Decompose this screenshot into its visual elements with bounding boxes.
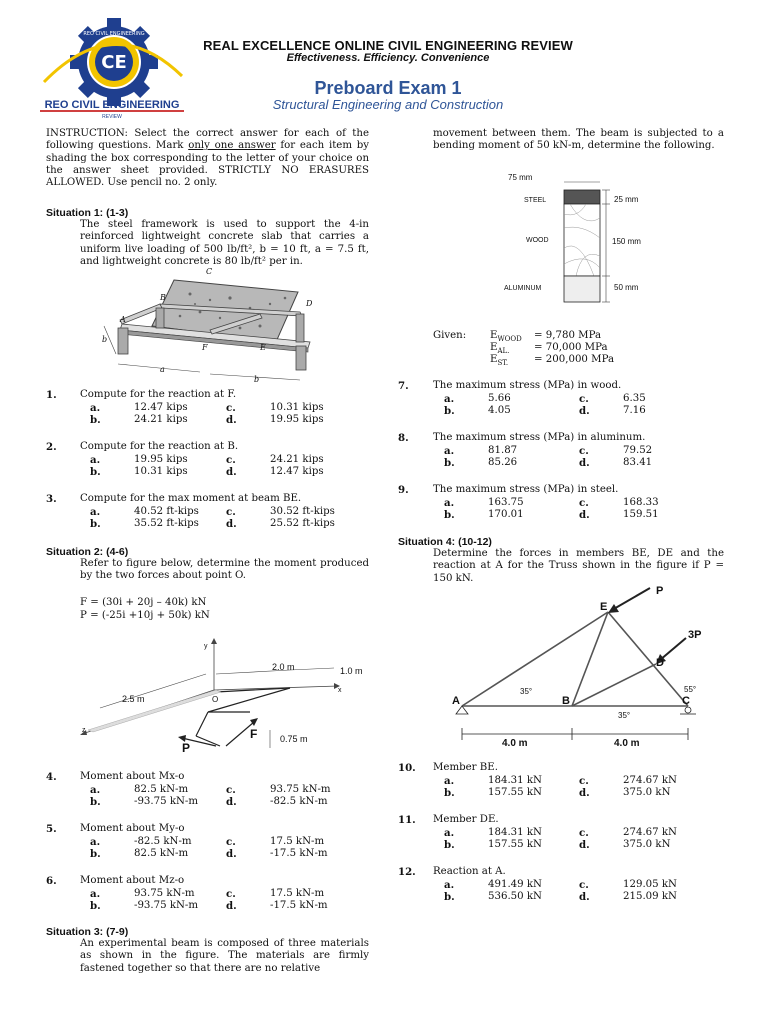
choice-a: 491.49 kN bbox=[488, 879, 542, 890]
choice-d: 159.51 bbox=[623, 509, 659, 520]
fig1-label-a: A bbox=[120, 315, 126, 324]
situation-1-heading: Situation 1: (1-3) bbox=[46, 207, 129, 219]
fig3-d3: 50 mm bbox=[614, 283, 639, 292]
situation-3-heading: Situation 3: (7-9) bbox=[46, 926, 129, 938]
question-text: Compute for the max moment at beam BE. bbox=[80, 493, 302, 504]
fig2-y: y bbox=[204, 643, 208, 650]
choice-b: 536.50 kN bbox=[488, 891, 542, 902]
choice-letter-c: c. bbox=[579, 879, 589, 891]
choice-a: 163.75 bbox=[488, 497, 524, 508]
choice-letter-b: b. bbox=[90, 848, 101, 860]
question-number: 11. bbox=[398, 814, 416, 826]
choice-letter-d: d. bbox=[579, 839, 590, 851]
situation-2-heading: Situation 2: (4-6) bbox=[46, 546, 129, 558]
choice-d: 7.16 bbox=[623, 405, 646, 416]
force-moment-figure bbox=[76, 636, 376, 754]
question-number: 12. bbox=[398, 866, 416, 878]
situation-3-text2: movement between them. The beam is subjected to a bending moment of 50 kN-m, determine the following. bbox=[433, 128, 724, 152]
fig4-e: E bbox=[600, 601, 608, 613]
modulus-material: AL. bbox=[497, 347, 510, 356]
choice-a: 184.31 kN bbox=[488, 827, 542, 838]
choice-letter-c: c. bbox=[579, 497, 589, 509]
modulus-symbol: E bbox=[490, 342, 498, 353]
choice-letter-b: b. bbox=[444, 787, 455, 799]
choice-c: 24.21 kips bbox=[270, 454, 324, 465]
choice-letter-c: c. bbox=[579, 393, 589, 405]
fig2-x: x bbox=[338, 687, 342, 694]
question-text: The maximum stress (MPa) in steel. bbox=[433, 484, 619, 495]
truss-figure bbox=[446, 582, 726, 752]
fig4-dim2: 4.0 m bbox=[614, 738, 640, 749]
choice-b: 85.26 bbox=[488, 457, 518, 468]
choice-letter-b: b. bbox=[444, 509, 455, 521]
fig4-b: B bbox=[562, 695, 570, 707]
choice-d: 215.09 kN bbox=[623, 891, 677, 902]
question-text: Compute for the reaction at F. bbox=[80, 389, 237, 400]
modulus-material: ST. bbox=[497, 359, 509, 368]
modulus-symbol: E bbox=[490, 330, 498, 341]
choice-letter-b: b. bbox=[90, 466, 101, 478]
question-text: Compute for the reaction at B. bbox=[80, 441, 239, 452]
page-title: Preboard Exam 1 bbox=[314, 78, 462, 98]
fig2-dim4: 0.75 m bbox=[280, 734, 308, 744]
choice-c: 79.52 bbox=[623, 445, 653, 456]
composite-beam-figure bbox=[490, 168, 670, 308]
choice-a: 40.52 ft-kips bbox=[134, 506, 199, 517]
choice-d: -17.5 kN-m bbox=[270, 848, 328, 859]
choice-c: 17.5 kN-m bbox=[270, 888, 325, 899]
fig2-z: z bbox=[82, 727, 86, 734]
fig4-dim1: 4.0 m bbox=[502, 738, 528, 749]
choice-letter-d: d. bbox=[579, 787, 590, 799]
question-number: 1. bbox=[46, 389, 57, 401]
choice-letter-b: b. bbox=[444, 405, 455, 417]
given-symbol bbox=[490, 354, 508, 369]
choice-a: 81.87 bbox=[488, 445, 518, 456]
fig2-f: F bbox=[250, 727, 258, 741]
question-text: Moment about My-o bbox=[80, 823, 185, 834]
instruction-suffix: for each item by shading the box corresponding to the letter of your choice on the answer sheet provided. STRICTLY NO ERASURES ALLOWED. Use pencil no. 2 only. bbox=[46, 140, 370, 189]
modulus-value: = 9,780 MPa bbox=[534, 330, 602, 341]
fig4-d: D bbox=[656, 657, 664, 669]
fig4-angle2: 55° bbox=[684, 685, 697, 694]
question-text: Member DE. bbox=[433, 814, 499, 825]
choice-letter-a: a. bbox=[444, 775, 455, 787]
choice-b: -93.75 kN-m bbox=[134, 796, 199, 807]
fig1-label-b: B bbox=[160, 293, 166, 302]
choice-letter-a: a. bbox=[90, 784, 101, 796]
fig1-label-e: E bbox=[260, 343, 266, 352]
question-text: Moment about Mx-o bbox=[80, 771, 185, 782]
choice-b: 157.55 kN bbox=[488, 787, 542, 798]
fig2-o: O bbox=[212, 695, 219, 704]
choice-letter-b: b. bbox=[444, 457, 455, 469]
choice-letter-c: c. bbox=[226, 506, 236, 518]
given-label: Given: bbox=[433, 330, 467, 341]
choice-letter-b: b. bbox=[90, 414, 101, 426]
choice-d: 375.0 kN bbox=[623, 787, 671, 798]
choice-letter-b: b. bbox=[444, 839, 455, 851]
choice-letter-d: d. bbox=[226, 796, 237, 808]
choice-c: 274.67 kN bbox=[623, 827, 677, 838]
choice-a: 184.31 kN bbox=[488, 775, 542, 786]
choice-b: 4.05 bbox=[488, 405, 511, 416]
fig1-label-a2: a bbox=[160, 365, 165, 374]
question-text: Reaction at A. bbox=[433, 866, 506, 877]
choice-letter-a: a. bbox=[444, 879, 455, 891]
fig3-d1: 25 mm bbox=[614, 195, 639, 204]
choice-c: 274.67 kN bbox=[623, 775, 677, 786]
choice-b: 157.55 kN bbox=[488, 839, 542, 850]
situation-1-text: The steel framework is used to support the 4-in reinforced lightweight concrete slab that carries a uniform live loading of 500 lb/ft², b = 10 ft, a = 7.5 ft, and lightweight concrete is 80 lb/ft² per in. bbox=[80, 219, 369, 267]
choice-letter-d: d. bbox=[579, 891, 590, 903]
choice-d: 19.95 kips bbox=[270, 414, 324, 425]
situation-3-text1: An experimental beam is composed of three materials as shown in the figure. The materials are firmly fastened together so that there are no relative bbox=[80, 938, 369, 974]
choice-letter-c: c. bbox=[226, 784, 236, 796]
choice-a: -82.5 kN-m bbox=[134, 836, 192, 847]
fig3-wood: WOOD bbox=[526, 237, 549, 244]
logo-ring-text: REO CIVIL ENGINEERING bbox=[83, 31, 145, 37]
choice-c: 129.05 kN bbox=[623, 879, 677, 890]
choice-b: 10.31 kips bbox=[134, 466, 188, 477]
choice-letter-d: d. bbox=[226, 466, 237, 478]
modulus-value: = 200,000 MPa bbox=[534, 354, 615, 365]
choice-letter-c: c. bbox=[226, 836, 236, 848]
logo-text: REO CIVIL ENGINEERING bbox=[44, 99, 180, 111]
choice-c: 30.52 ft-kips bbox=[270, 506, 335, 517]
instruction bbox=[46, 128, 369, 189]
question-number: 9. bbox=[398, 484, 409, 496]
choice-letter-d: d. bbox=[226, 900, 237, 912]
modulus-material: WOOD bbox=[497, 335, 522, 344]
fig1-label-c: C bbox=[206, 268, 213, 276]
fig3-aluminum: ALUMINUM bbox=[504, 285, 542, 292]
situation-2-text: Refer to figure below, determine the moment produced by the two forces about point O. bbox=[80, 558, 369, 582]
choice-b: 82.5 kN-m bbox=[134, 848, 189, 859]
question-number: 5. bbox=[46, 823, 57, 835]
steel-framework-figure bbox=[100, 268, 340, 384]
fig4-a: A bbox=[452, 695, 460, 707]
modulus-symbol: E bbox=[490, 354, 498, 365]
choice-letter-a: a. bbox=[90, 506, 101, 518]
fig1-label-d: D bbox=[306, 299, 313, 308]
choice-a: 12.47 kips bbox=[134, 402, 188, 413]
choice-letter-a: a. bbox=[90, 836, 101, 848]
choice-letter-d: d. bbox=[579, 509, 590, 521]
instruction-prefix: INSTRUCTION: Select the correct answer for each of the following questions. Mark bbox=[46, 128, 369, 152]
choice-letter-c: c. bbox=[579, 775, 589, 787]
question-text: Member BE. bbox=[433, 762, 498, 773]
question-number: 2. bbox=[46, 441, 57, 453]
fig2-dim1: 2.0 m bbox=[272, 662, 295, 672]
choice-letter-a: a. bbox=[90, 402, 101, 414]
choice-a: 5.66 bbox=[488, 393, 511, 404]
choice-b: 170.01 bbox=[488, 509, 524, 520]
modulus-value: = 70,000 MPa bbox=[534, 342, 608, 353]
choice-c: 10.31 kips bbox=[270, 402, 324, 413]
logo-letters: CE bbox=[101, 52, 127, 73]
fig2-p: P bbox=[182, 741, 191, 754]
force-f: F = (30i + 20j – 40k) kN bbox=[80, 597, 207, 608]
question-number: 3. bbox=[46, 493, 57, 505]
choice-letter-c: c. bbox=[579, 827, 589, 839]
fig4-angle1: 35° bbox=[520, 687, 533, 696]
choice-letter-c: c. bbox=[579, 445, 589, 457]
fig4-c: C bbox=[682, 695, 690, 707]
choice-d: -82.5 kN-m bbox=[270, 796, 328, 807]
choice-letter-c: c. bbox=[226, 454, 236, 466]
question-text: The maximum stress (MPa) in wood. bbox=[433, 380, 622, 391]
org-name: REAL EXCELLENCE ONLINE CIVIL ENGINEERING REVIEW bbox=[203, 38, 573, 53]
choice-letter-b: b. bbox=[444, 891, 455, 903]
choice-a: 93.75 kN-m bbox=[134, 888, 195, 899]
choice-d: -17.5 kN-m bbox=[270, 900, 328, 911]
logo-sub: REVIEW bbox=[102, 114, 122, 120]
fig3-d2: 150 mm bbox=[612, 237, 641, 246]
choice-letter-d: d. bbox=[579, 457, 590, 469]
choice-c: 93.75 kN-m bbox=[270, 784, 331, 795]
choice-letter-c: c. bbox=[226, 402, 236, 414]
page-subtitle: Structural Engineering and Construction bbox=[272, 97, 504, 112]
choice-d: 25.52 ft-kips bbox=[270, 518, 335, 529]
choice-d: 12.47 kips bbox=[270, 466, 324, 477]
fig1-label-f: F bbox=[202, 343, 208, 352]
fig2-dim3: 2.5 m bbox=[122, 694, 145, 704]
choice-c: 17.5 kN-m bbox=[270, 836, 325, 847]
choice-letter-c: c. bbox=[226, 888, 236, 900]
question-number: 7. bbox=[398, 380, 409, 392]
fig1-label-b2: b bbox=[102, 335, 108, 344]
choice-a: 82.5 kN-m bbox=[134, 784, 189, 795]
question-text: Moment about Mz-o bbox=[80, 875, 185, 886]
choice-a: 19.95 kips bbox=[134, 454, 188, 465]
fig4-angle3: 35° bbox=[618, 711, 631, 720]
choice-letter-a: a. bbox=[444, 393, 455, 405]
fig4-3p: 3P bbox=[688, 629, 702, 641]
question-text: The maximum stress (MPa) in aluminum. bbox=[433, 432, 646, 443]
choice-c: 168.33 bbox=[623, 497, 659, 508]
logo bbox=[38, 18, 186, 120]
fig2-dim2: 1.0 m bbox=[340, 666, 363, 676]
choice-letter-d: d. bbox=[226, 848, 237, 860]
choice-d: 375.0 kN bbox=[623, 839, 671, 850]
fig1-label-b3: b bbox=[254, 375, 260, 384]
instruction-underlined: only one answer bbox=[188, 140, 276, 152]
choice-letter-a: a. bbox=[444, 827, 455, 839]
choice-c: 6.35 bbox=[623, 393, 646, 404]
choice-letter-a: a. bbox=[444, 445, 455, 457]
fig3-width: 75 mm bbox=[508, 173, 533, 182]
question-number: 8. bbox=[398, 432, 409, 444]
choice-d: 83.41 bbox=[623, 457, 653, 468]
situation-4-heading: Situation 4: (10-12) bbox=[398, 536, 492, 548]
choice-letter-a: a. bbox=[90, 454, 101, 466]
choice-letter-b: b. bbox=[90, 900, 101, 912]
choice-letter-b: b. bbox=[90, 796, 101, 808]
choice-letter-a: a. bbox=[90, 888, 101, 900]
tagline: Effectiveness. Efficiency. Convenience bbox=[286, 52, 490, 64]
choice-letter-b: b. bbox=[90, 518, 101, 530]
fig4-p: P bbox=[656, 585, 664, 597]
choice-b: 35.52 ft-kips bbox=[134, 518, 199, 529]
choice-b: -93.75 kN-m bbox=[134, 900, 199, 911]
choice-letter-d: d. bbox=[226, 414, 237, 426]
choice-letter-d: d. bbox=[579, 405, 590, 417]
situation-4-text: Determine the forces in members BE, DE and the reaction at A for the Truss shown in the figure if P = 150 kN. bbox=[433, 548, 724, 584]
question-number: 10. bbox=[398, 762, 416, 774]
choice-b: 24.21 kips bbox=[134, 414, 188, 425]
choice-letter-a: a. bbox=[444, 497, 455, 509]
choice-letter-d: d. bbox=[226, 518, 237, 530]
question-number: 6. bbox=[46, 875, 57, 887]
force-p: P = (-25i +10j + 50k) kN bbox=[80, 610, 210, 621]
fig3-steel: STEEL bbox=[524, 197, 547, 204]
question-number: 4. bbox=[46, 771, 57, 783]
